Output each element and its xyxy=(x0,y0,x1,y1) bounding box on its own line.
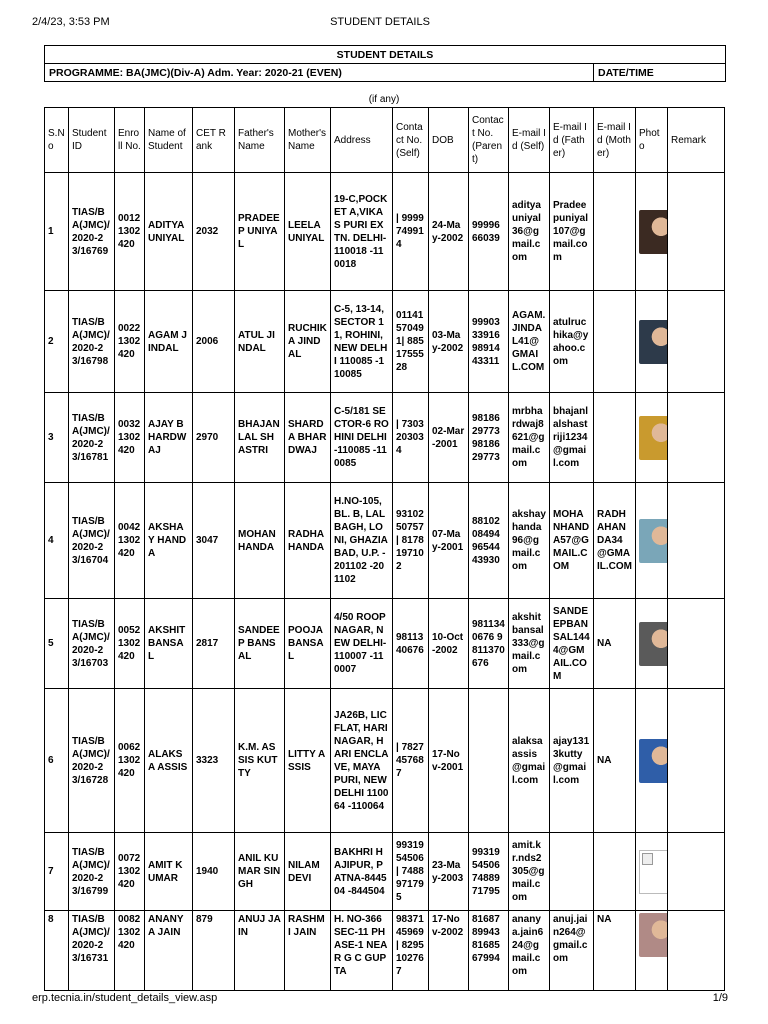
cell-email-self: adityauniyal36@gmail.com xyxy=(509,173,550,291)
cell-cet: 2817 xyxy=(193,599,235,689)
cell-email-father: SANDEEPBANSAL1444@GMAIL.COM xyxy=(550,599,594,689)
cell-contact-parent: 9999666039 xyxy=(469,173,509,291)
cell-dob: 03-May-2002 xyxy=(429,291,469,393)
cell-father: ANIL KUMAR SINGH xyxy=(235,833,285,911)
cell-sno: 5 xyxy=(45,599,69,689)
cell-mother: SHARDA BHARDWAJ xyxy=(285,393,331,483)
cell-enroll: 00621302420 xyxy=(115,689,145,833)
cell-email-self: amit.kr.nds2305@gmail.com xyxy=(509,833,550,911)
cell-cet: 3047 xyxy=(193,483,235,599)
cell-cet: 1940 xyxy=(193,833,235,911)
student-photo-cell xyxy=(636,483,668,599)
cell-cet: 2970 xyxy=(193,393,235,483)
student-photo xyxy=(639,320,668,364)
cell-contact-parent: 9811340676 9811370676 xyxy=(469,599,509,689)
cell-address: JA26B, LIC FLAT, HARI NAGAR, HARI ENCLAVE, MAYA PURI, NEW DELHI 110064 -110064 xyxy=(331,689,393,833)
cell-name: ANANYA JAIN xyxy=(145,911,193,991)
cell-remark xyxy=(668,173,725,291)
cell-father: SANDEEP BANSAL xyxy=(235,599,285,689)
cell-father: BHAJAN LAL SHASTRI xyxy=(235,393,285,483)
column-header: E-mail Id (Mother) xyxy=(594,108,636,173)
cell-father: ATUL JINDAL xyxy=(235,291,285,393)
cell-contact-parent: 9990333916 9891443311 xyxy=(469,291,509,393)
cell-id: TIAS/BA(JMC)/2020-23/16731 xyxy=(69,911,115,991)
cell-father: PRADEEP UNIYAL xyxy=(235,173,285,291)
cell-id: TIAS/BA(JMC)/2020-23/16728 xyxy=(69,689,115,833)
column-header: S.No xyxy=(45,108,69,173)
if-any-note: (if any) xyxy=(368,94,400,105)
student-photo xyxy=(639,519,668,563)
cell-name: AMIT KUMAR xyxy=(145,833,193,911)
column-header: CET Rank xyxy=(193,108,235,173)
cell-remark xyxy=(668,599,725,689)
table-row xyxy=(45,599,725,689)
cell-sno: 6 xyxy=(45,689,69,833)
cell-dob: 02-Mar-2001 xyxy=(429,393,469,483)
student-photo xyxy=(639,739,668,783)
cell-contact-self: 9837145969 | 8295102767 xyxy=(393,911,429,991)
cell-sno: 4 xyxy=(45,483,69,599)
table-row xyxy=(45,911,725,991)
cell-email-mother: NA xyxy=(594,599,636,689)
cell-remark xyxy=(668,393,725,483)
cell-id: TIAS/BA(JMC)/2020-23/16799 xyxy=(69,833,115,911)
cell-contact-parent: 8810208494 9654443930 xyxy=(469,483,509,599)
column-header: Remark xyxy=(668,108,725,173)
student-photo-cell xyxy=(636,599,668,689)
cell-id: TIAS/BA(JMC)/2020-23/16769 xyxy=(69,173,115,291)
cell-sno: 1 xyxy=(45,173,69,291)
print-datetime: 2/4/23, 3:53 PM xyxy=(32,16,110,28)
date-time-label: DATE/TIME xyxy=(594,64,726,82)
cell-dob: 17-Nov-2001 xyxy=(429,689,469,833)
cell-remark xyxy=(668,689,725,833)
cell-contact-self: 9811340676 xyxy=(393,599,429,689)
cell-address: BAKHRI HAJIPUR, PATNA-844504 -844504 xyxy=(331,833,393,911)
print-title: STUDENT DETAILS xyxy=(330,16,430,28)
cell-dob: 10-Oct-2002 xyxy=(429,599,469,689)
cell-mother: RASHMI JAIN xyxy=(285,911,331,991)
cell-name: AJAY BHARDWAJ xyxy=(145,393,193,483)
column-header: Mother's Name xyxy=(285,108,331,173)
cell-father: ANUJ JAIN xyxy=(235,911,285,991)
cell-enroll: 00721302420 xyxy=(115,833,145,911)
cell-dob: 17-Nov-2002 xyxy=(429,911,469,991)
cell-mother: RUCHIKA JINDAL xyxy=(285,291,331,393)
cell-email-father xyxy=(550,833,594,911)
column-header: Contact No. (Self) xyxy=(393,108,429,173)
cell-email-father: MOHANHANDA57@GMAIL.COM xyxy=(550,483,594,599)
table-header-row xyxy=(45,108,725,173)
cell-enroll: 00421302420 xyxy=(115,483,145,599)
cell-email-father: bhajanlalshastriji1234@gmail.com xyxy=(550,393,594,483)
cell-dob: 24-May-2002 xyxy=(429,173,469,291)
student-table xyxy=(44,107,725,991)
print-footer xyxy=(32,992,728,1008)
student-photo-cell xyxy=(636,393,668,483)
page-url: erp.tecnia.in/student_details_view.asp xyxy=(32,992,218,1004)
cell-email-mother: NA xyxy=(594,689,636,833)
cell-email-mother xyxy=(594,833,636,911)
cell-email-mother: RADHAHANDA34@GMAIL.COM xyxy=(594,483,636,599)
cell-address: 19-C,POCKET A,VIKAS PURI EXTN. DELHI-110018 -110018 xyxy=(331,173,393,291)
programme-info: PROGRAMME: BA(JMC)(Div-A) Adm. Year: 2020-21 (EVEN) xyxy=(45,64,594,82)
student-photo xyxy=(639,210,668,254)
student-photo-cell xyxy=(636,911,668,991)
cell-contact-parent: 9931954506 7488971795 xyxy=(469,833,509,911)
student-photo-cell xyxy=(636,291,668,393)
cell-sno: 8 xyxy=(45,911,69,991)
cell-address: H. NO-366 SEC-11 PHASE-1 NEAR G C GUPTA xyxy=(331,911,393,991)
cell-mother: LEELA UNIYAL xyxy=(285,173,331,291)
cell-email-self: AGAM.JINDAL41@GMAIL.COM xyxy=(509,291,550,393)
cell-contact-self: | 9999749914 xyxy=(393,173,429,291)
column-header: Student ID xyxy=(69,108,115,173)
column-header: Name of Student xyxy=(145,108,193,173)
cell-address: C-5, 13-14, SECTOR 11, ROHINI, NEW DELHI 110085 -110085 xyxy=(331,291,393,393)
report-title: STUDENT DETAILS xyxy=(45,46,726,64)
cell-address: C-5/181 SECTOR-6 ROHINI DELHI-110085 -110085 xyxy=(331,393,393,483)
cell-id: TIAS/BA(JMC)/2020-23/16798 xyxy=(69,291,115,393)
student-photo xyxy=(639,622,668,666)
column-header: E-mail Id (Father) xyxy=(550,108,594,173)
cell-mother: NILAM DEVI xyxy=(285,833,331,911)
cell-enroll: 00121302420 xyxy=(115,173,145,291)
cell-father: MOHAN HANDA xyxy=(235,483,285,599)
cell-id: TIAS/BA(JMC)/2020-23/16704 xyxy=(69,483,115,599)
cell-remark xyxy=(668,483,725,599)
cell-dob: 23-May-2003 xyxy=(429,833,469,911)
table-row xyxy=(45,291,725,393)
cell-email-mother xyxy=(594,393,636,483)
report-header-table xyxy=(44,45,726,82)
column-header: Address xyxy=(331,108,393,173)
broken-image-icon xyxy=(639,850,668,894)
cell-mother: RADHA HANDA xyxy=(285,483,331,599)
column-header: DOB xyxy=(429,108,469,173)
cell-address: H.NO-105, BL. B, LALBAGH, LONI, GHAZIABAD, U.P. -201102 -201102 xyxy=(331,483,393,599)
cell-contact-self: 9931954506 | 7488971795 xyxy=(393,833,429,911)
cell-email-father: ajay1313kutty@gmail.com xyxy=(550,689,594,833)
student-photo-cell xyxy=(636,833,668,911)
column-header: Contact No. (Parent) xyxy=(469,108,509,173)
cell-email-self: alaksaassis@gmail.com xyxy=(509,689,550,833)
cell-cet: 2006 xyxy=(193,291,235,393)
student-photo-cell xyxy=(636,173,668,291)
cell-email-father: anuj.jain264@gmail.com xyxy=(550,911,594,991)
cell-sno: 3 xyxy=(45,393,69,483)
cell-email-self: ananya.jain624@gmail.com xyxy=(509,911,550,991)
cell-id: TIAS/BA(JMC)/2020-23/16781 xyxy=(69,393,115,483)
cell-email-self: akshayhanda96@gmail.com xyxy=(509,483,550,599)
cell-contact-self: | 7827457687 xyxy=(393,689,429,833)
student-photo xyxy=(639,913,668,957)
cell-remark xyxy=(668,833,725,911)
cell-email-mother: NA xyxy=(594,911,636,991)
cell-contact-parent: 8168789943 8168567994 xyxy=(469,911,509,991)
cell-enroll: 00821302420 xyxy=(115,911,145,991)
table-row xyxy=(45,689,725,833)
cell-cet: 3323 xyxy=(193,689,235,833)
cell-contact-self: 01141570491| 8851755528 xyxy=(393,291,429,393)
cell-father: K.M. ASSIS KUTTY xyxy=(235,689,285,833)
cell-email-mother xyxy=(594,173,636,291)
cell-name: ADITYA UNIYAL xyxy=(145,173,193,291)
cell-cet: 879 xyxy=(193,911,235,991)
cell-email-father: Pradeepuniyal107@gmail.com xyxy=(550,173,594,291)
cell-email-father: atulruchika@yahoo.com xyxy=(550,291,594,393)
cell-mother: LITTY ASSIS xyxy=(285,689,331,833)
column-header: Father's Name xyxy=(235,108,285,173)
cell-contact-parent: 9818629773 9818629773 xyxy=(469,393,509,483)
cell-mother: POOJA BANSAL xyxy=(285,599,331,689)
cell-name: AKSHIT BANSAL xyxy=(145,599,193,689)
student-photo xyxy=(639,416,668,460)
cell-name: ALAKSA ASSIS xyxy=(145,689,193,833)
cell-enroll: 00321302420 xyxy=(115,393,145,483)
cell-email-mother xyxy=(594,291,636,393)
cell-contact-self: 9310250757 | 8178197102 xyxy=(393,483,429,599)
cell-remark xyxy=(668,291,725,393)
column-header: E-mail Id (Self) xyxy=(509,108,550,173)
cell-id: TIAS/BA(JMC)/2020-23/16703 xyxy=(69,599,115,689)
cell-cet: 2032 xyxy=(193,173,235,291)
page-number: 1/9 xyxy=(712,992,728,1004)
cell-dob: 07-May-2001 xyxy=(429,483,469,599)
column-header: Enroll No. xyxy=(115,108,145,173)
cell-enroll: 00221302420 xyxy=(115,291,145,393)
print-header xyxy=(32,16,728,32)
student-photo-cell xyxy=(636,689,668,833)
cell-sno: 2 xyxy=(45,291,69,393)
cell-remark xyxy=(668,911,725,991)
cell-contact-self: | 7303203034 xyxy=(393,393,429,483)
cell-name: AGAM JINDAL xyxy=(145,291,193,393)
cell-email-self: mrbhardwaj8621@gmail.com xyxy=(509,393,550,483)
cell-enroll: 00521302420 xyxy=(115,599,145,689)
cell-contact-parent xyxy=(469,689,509,833)
cell-email-self: akshitbansal333@gmail.com xyxy=(509,599,550,689)
table-row xyxy=(45,173,725,291)
cell-name: AKSHAY HANDA xyxy=(145,483,193,599)
column-header: Photo xyxy=(636,108,668,173)
cell-sno: 7 xyxy=(45,833,69,911)
table-row xyxy=(45,833,725,911)
table-row xyxy=(45,393,725,483)
table-row xyxy=(45,483,725,599)
cell-address: 4/50 ROOP NAGAR, NEW DELHI-110007 -110007 xyxy=(331,599,393,689)
